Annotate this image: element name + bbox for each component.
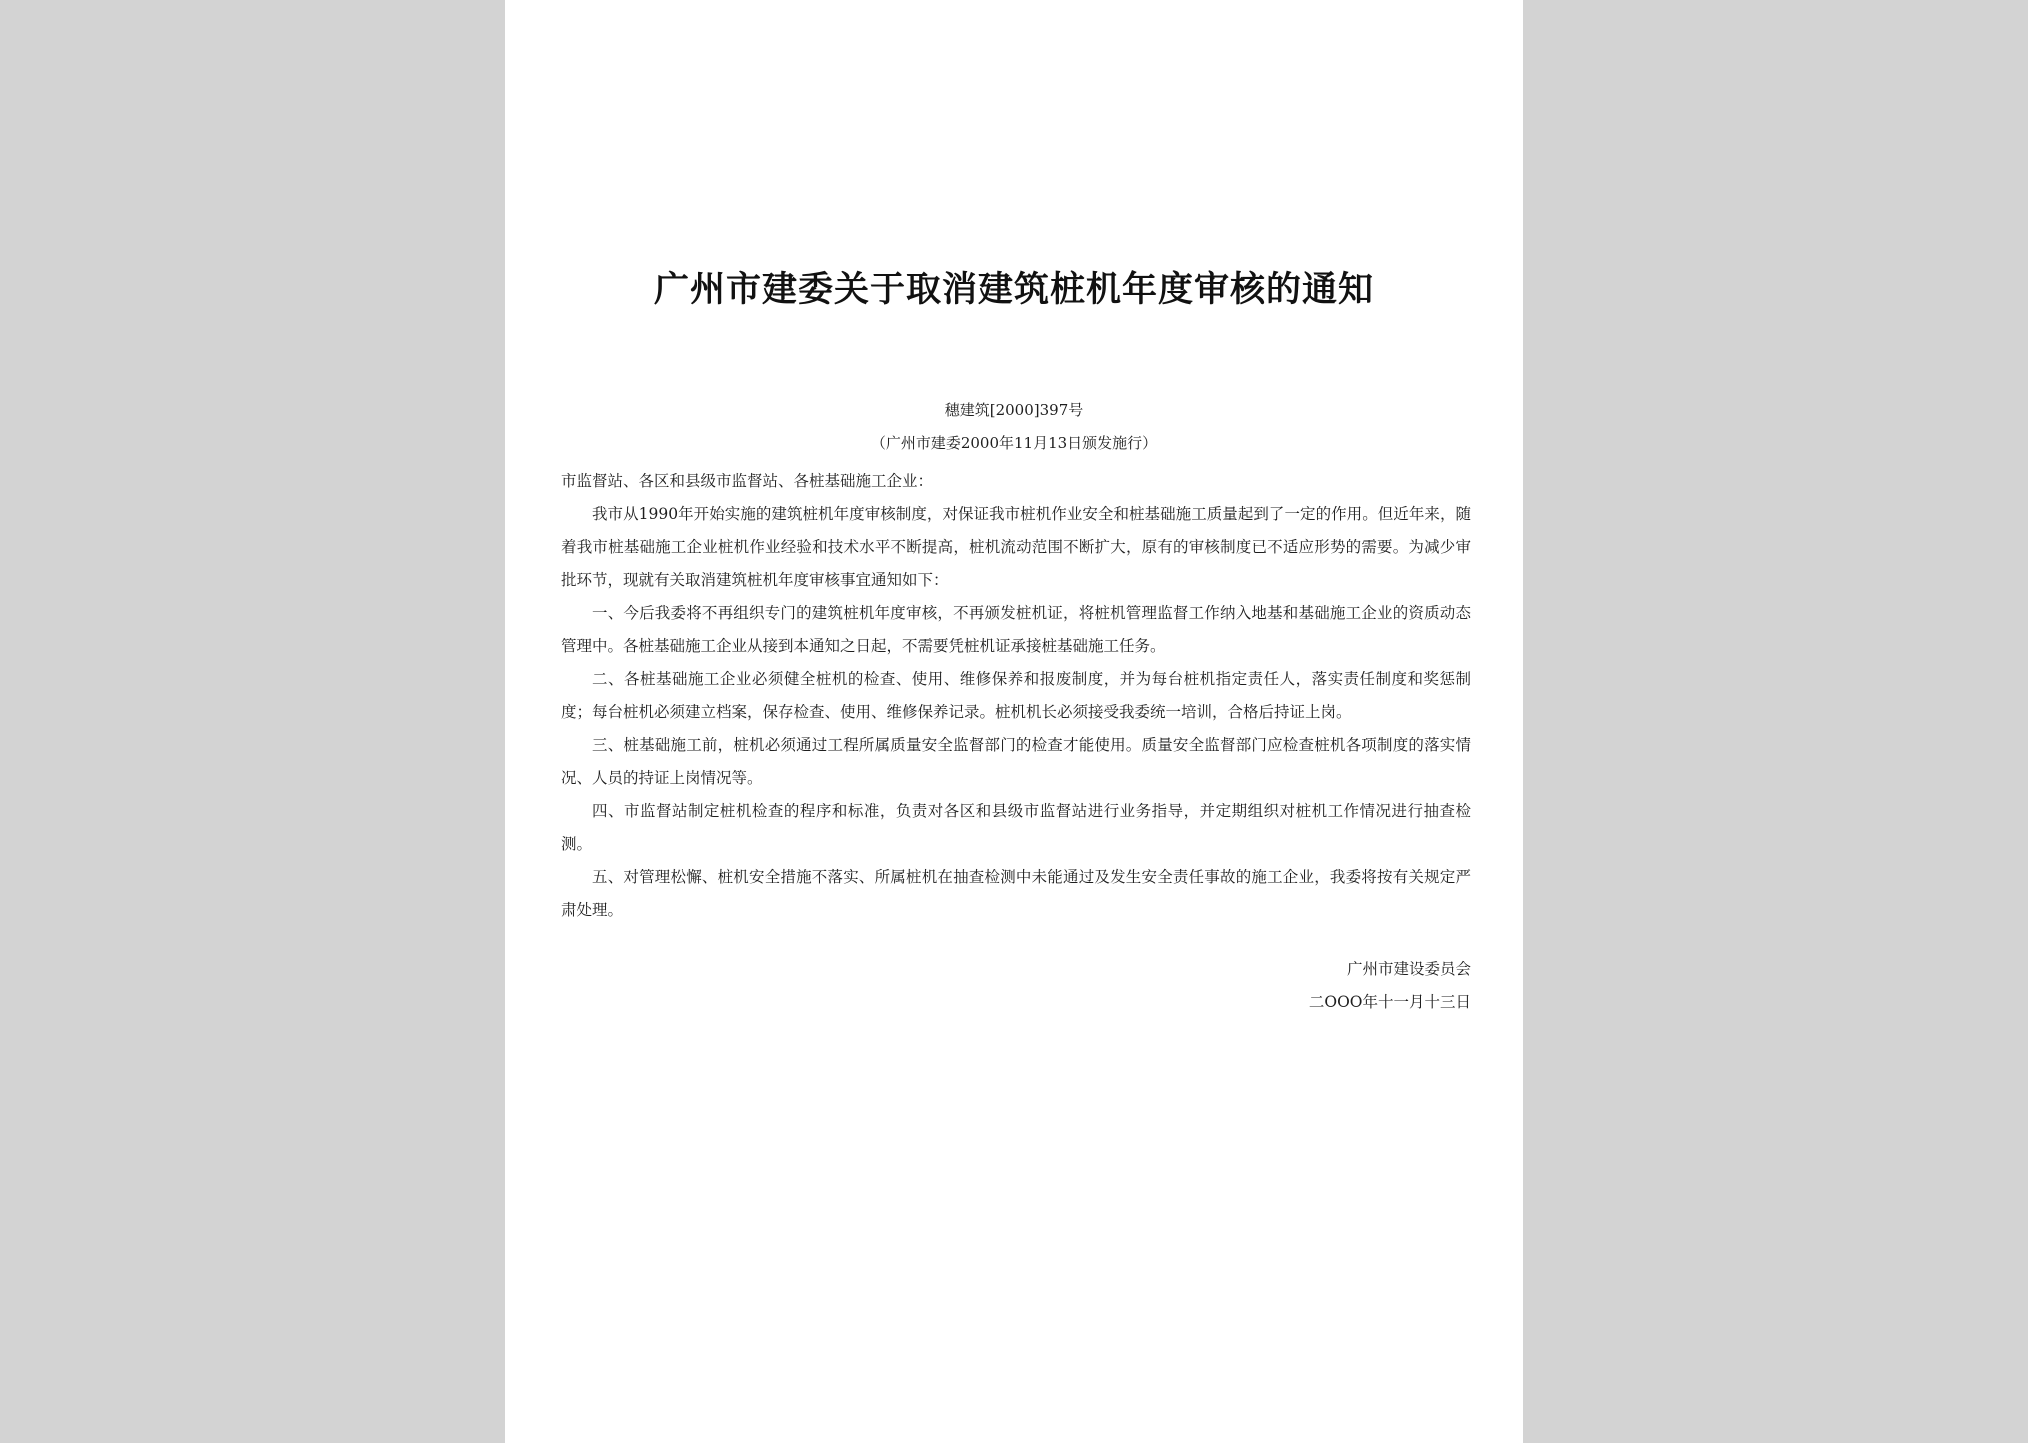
issuer-name: 广州市建设委员会 <box>1346 960 1471 978</box>
document-body <box>561 465 1471 927</box>
issue-note: （广州市建委2000年11月13日颁发施行） <box>870 434 1158 452</box>
document-title: 广州市建委关于取消建筑桩机年度审核的通知 <box>653 269 1374 310</box>
signature-block <box>561 953 1471 1019</box>
document-number: 穗建筑[2000]397号 <box>944 401 1084 419</box>
issue-date: 二OOO年十一月十三日 <box>1308 993 1471 1011</box>
salutation: 市监督站、各区和县级市监督站、各桩基础施工企业： <box>561 472 934 490</box>
body-paragraph-item-4: 四、市监督站制定桩机检查的程序和标准，负责对各区和县级市监督站进行业务指导，并定期组织对桩机工作情况进行抽查检测。 <box>561 802 1471 853</box>
body-paragraph-intro: 我市从1990年开始实施的建筑桩机年度审核制度，对保证我市桩机作业安全和桩基础施工质量起到了一定的作用。但近年来，随着我市桩基础施工企业桩机作业经验和技术水平不断提高，桩机流动范围不断扩大，原有的审核制度已不适应形势的需要。为减少审批环节，现就有关取消建筑桩机年度审核事宜通知如下： <box>561 505 1471 589</box>
body-paragraph-item-5: 五、对管理松懈、桩机安全措施不落实、所属桩机在抽查检测中未能通过及发生安全责任事故的施工企业，我委将按有关规定严肃处理。 <box>561 868 1471 919</box>
body-paragraph-item-1: 一、今后我委将不再组织专门的建筑桩机年度审核，不再颁发桩机证，将桩机管理监督工作纳入地基和基础施工企业的资质动态管理中。各桩基础施工企业从接到本通知之日起，不需要凭桩机证承接桩基础施工任务。 <box>561 604 1471 655</box>
body-paragraph-item-3: 三、桩基础施工前，桩机必须通过工程所属质量安全监督部门的检查才能使用。质量安全监督部门应检查桩机各项制度的落实情况、人员的持证上岗情况等。 <box>561 736 1471 787</box>
body-paragraph-item-2: 二、各桩基础施工企业必须健全桩机的检查、使用、维修保养和报废制度，并为每台桩机指定责任人，落实责任制度和奖惩制度；每台桩机必须建立档案，保存检查、使用、维修保养记录。桩机机长必须接受我委统一培训，合格后持证上岗。 <box>561 670 1471 721</box>
document-page <box>505 0 1523 1443</box>
